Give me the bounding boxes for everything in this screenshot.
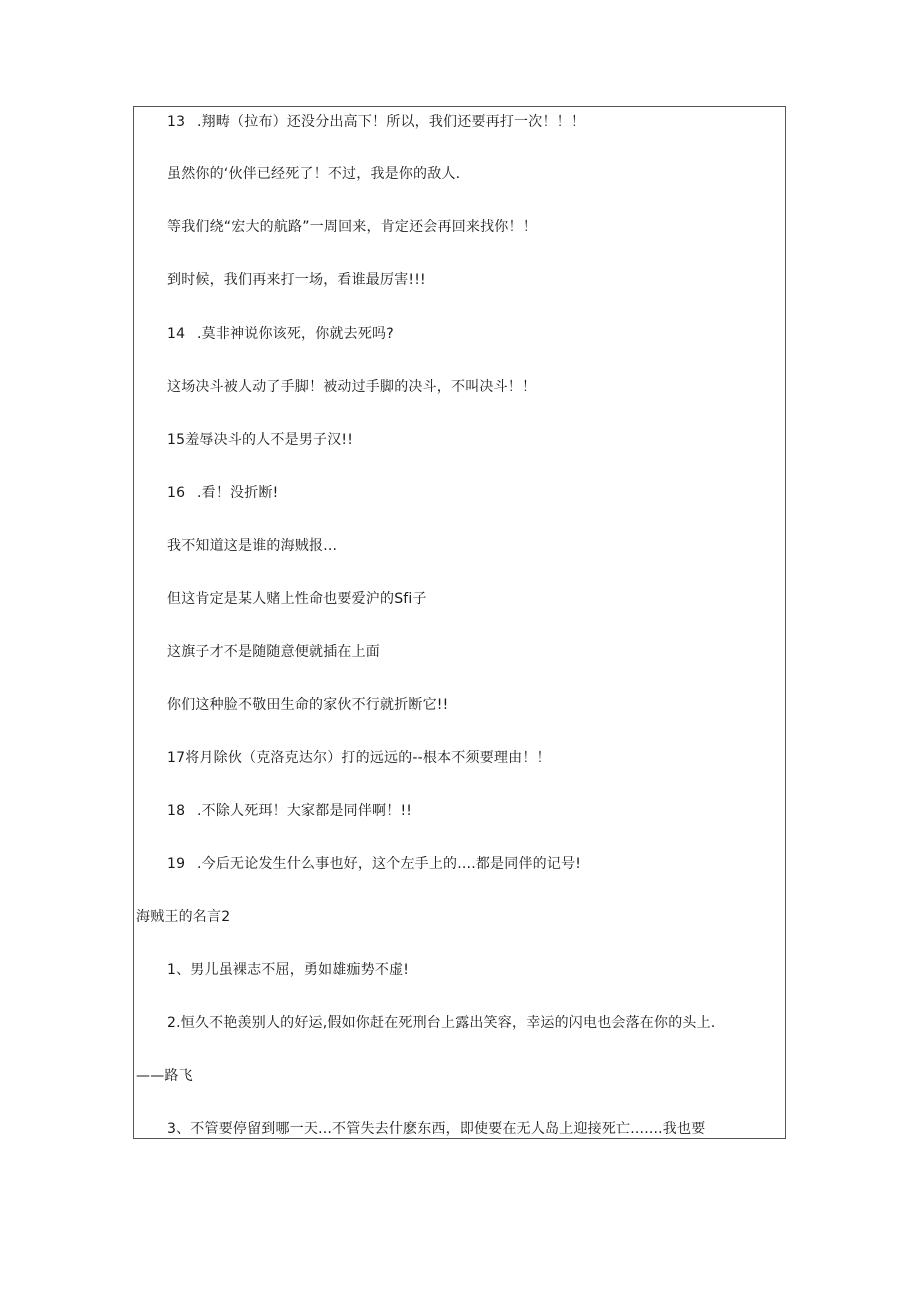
section-heading: 海贼王的名言2	[136, 909, 231, 925]
quote-line-13	[167, 112, 585, 132]
line-text: 17将月除伙（克洛克达尔）打的远远的--根本不须要理由！！	[167, 750, 551, 766]
line-text: 虽然你的‘伙伴已经死了！不过，我是你的敌人.	[167, 166, 461, 182]
document-page	[133, 106, 786, 1139]
quote-line	[167, 589, 427, 609]
quote-line-19	[167, 854, 581, 874]
line-number: 18	[167, 803, 186, 819]
line-text: 我不知道这是谁的海贼报...	[167, 538, 338, 554]
line-text: 这旗子才不是随随意便就插在上面	[167, 644, 380, 660]
line-text: .不除人死珥！大家都是同伴啊！!!	[197, 803, 413, 819]
line-text: .莫非神说你该死，你就去死吗?	[197, 326, 394, 342]
attribution: ——路飞	[136, 1068, 193, 1084]
line-number: 13	[167, 114, 186, 130]
quote-line	[167, 270, 426, 290]
section-line: 3、不管要停留到哪一天...不管失去什麽东西，即使要在无人岛上迎接死亡.......我也要	[167, 1121, 706, 1137]
quote-line	[167, 164, 460, 184]
quote-line	[167, 377, 536, 397]
quote-line	[167, 695, 448, 715]
quote-line	[167, 217, 537, 237]
quote-line	[167, 642, 380, 662]
line-text: .翔畴（拉布）还没分出高下！所以，我们还要再打一次！！！	[197, 114, 586, 130]
line-text: 这场决斗被人动了手脚！被动过手脚的决斗，不叫决斗！！	[167, 379, 537, 395]
line-text: 到时候，我们再来打一场，看谁最厉害!!!	[167, 272, 426, 288]
line-text: 你们这种脸不敬田生命的家伙不行就折断它!!	[167, 697, 449, 713]
line-text: .看！没折断!	[197, 485, 279, 501]
quote-line-15	[167, 430, 353, 450]
line-number: 19	[167, 856, 186, 872]
line-text: 15羞辱决斗的人不是男子汉!!	[167, 432, 354, 448]
quote-line	[167, 536, 337, 556]
section-line: 2.恒久不艳羡别人的好运,假如你赶在死刑台上露出笑容，幸运的闪电也会落在你的头上.	[167, 1015, 716, 1031]
quote-line-18	[167, 801, 412, 821]
line-text: 但这肯定是某人赌上性命也要爱沪的Sfi子	[167, 591, 427, 607]
line-text: .今后无论发生什么事也好，这个左手上的....都是同伴的记号!	[197, 856, 582, 872]
line-text: 等我们绕“宏大的航路”一周回来，肯定还会再回来找你！！	[167, 219, 537, 235]
line-number: 16	[167, 485, 186, 501]
quote-line-17	[167, 748, 551, 768]
quote-line-14	[167, 324, 394, 344]
quote-line-16	[167, 483, 278, 503]
line-number: 14	[167, 326, 186, 342]
section-line: 1、男儿虽裸志不屈，勇如雄痂势不虚!	[167, 962, 410, 978]
